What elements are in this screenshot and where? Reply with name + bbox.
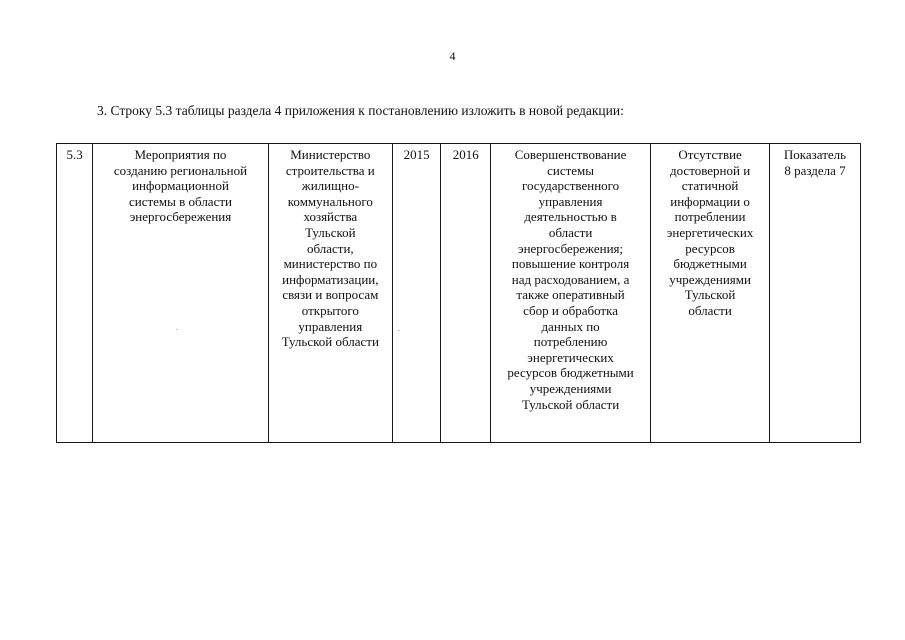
event-name-cell bbox=[93, 144, 269, 443]
cell-text-line: данных по bbox=[541, 318, 600, 334]
cell-text-line: энергетических bbox=[666, 224, 754, 240]
cell-text-line: потреблении bbox=[674, 209, 746, 225]
cell-text-line: бюджетными bbox=[673, 256, 747, 272]
cell-text-line: учреждениями bbox=[669, 271, 751, 287]
cell-text-line: хозяйства bbox=[303, 209, 358, 225]
cell-text-line: управления bbox=[538, 193, 603, 209]
cell-text-line: достоверной и bbox=[669, 162, 751, 178]
scan-speck bbox=[398, 330, 400, 331]
consequence-cell bbox=[651, 144, 770, 443]
table-row bbox=[57, 144, 861, 443]
scan-speck bbox=[176, 329, 178, 330]
cell-text-line: Показатель bbox=[783, 147, 847, 162]
cell-text-line: энергетических bbox=[527, 349, 614, 365]
cell-text-line: жилищно- bbox=[301, 178, 359, 194]
cell-text-line: над расходованием, а bbox=[511, 271, 630, 287]
cell-text-line: созданию региональной bbox=[113, 162, 248, 178]
cell-text-line: строительства и bbox=[285, 162, 375, 178]
cell-text-line: статичной bbox=[681, 178, 739, 194]
cell-text-line: ресурсов бюджетными bbox=[507, 365, 634, 381]
cell-text-line: Тульской bbox=[305, 224, 356, 240]
cell-text-line: Тульской области bbox=[281, 334, 379, 350]
cell-text-line: области bbox=[548, 224, 593, 240]
cell-text-line: области bbox=[688, 302, 732, 318]
cell-text-line: ресурсов bbox=[685, 240, 735, 256]
end-year-cell: 2016 bbox=[441, 144, 491, 443]
cell-text-line: информации о bbox=[670, 193, 750, 209]
cell-text-line: потреблению bbox=[533, 334, 608, 350]
cell-text-line: государственного bbox=[521, 178, 620, 194]
cell-text-line: Тульской bbox=[684, 287, 736, 303]
cell-text-line: 8 раздела 7 bbox=[784, 162, 846, 178]
cell-text-line: управления bbox=[298, 318, 363, 334]
indicator-cell bbox=[769, 144, 860, 443]
cell-text-line: информационной bbox=[132, 178, 229, 194]
cell-text-line: системы bbox=[547, 162, 595, 178]
executor-cell bbox=[268, 144, 392, 443]
cell-text-line: энергосбережения; bbox=[518, 240, 624, 256]
cell-text-line: области, bbox=[306, 240, 354, 256]
cell-text-line: связи и вопросам bbox=[282, 287, 379, 303]
amendment-table bbox=[56, 143, 861, 443]
cell-text-line: энергосбережения bbox=[129, 209, 232, 225]
cell-text-line: информатизации, bbox=[282, 271, 379, 287]
amendment-instruction: 3. Строку 5.3 таблицы раздела 4 приложения к постановлению изложить в новой редакции: bbox=[97, 103, 624, 118]
cell-text-line: Совершенствование bbox=[514, 147, 627, 162]
cell-text-line: повышение контроля bbox=[511, 256, 630, 272]
cell-text-line: открытого bbox=[301, 302, 359, 318]
cell-text-line: Министерство bbox=[290, 147, 371, 162]
cell-text-line: Отсутствие bbox=[678, 147, 742, 162]
cell-text-line: сбор и обработка bbox=[523, 302, 619, 318]
cell-text-line: системы в области bbox=[128, 193, 232, 209]
cell-text-line: учреждениями bbox=[529, 380, 612, 396]
cell-text-line: министерство по bbox=[283, 256, 378, 272]
cell-text-line: деятельностью в bbox=[524, 209, 617, 225]
cell-text-line: Мероприятия по bbox=[134, 147, 227, 162]
row-number-cell: 5.3 bbox=[57, 144, 93, 443]
page-number: 4 bbox=[449, 49, 456, 63]
cell-text-line: коммунального bbox=[287, 193, 373, 209]
cell-text-line: Тульской области bbox=[521, 396, 620, 412]
start-year-cell: 2015 bbox=[392, 144, 441, 443]
cell-text-line: также оперативный bbox=[516, 287, 625, 303]
expected-result-cell bbox=[490, 144, 650, 443]
